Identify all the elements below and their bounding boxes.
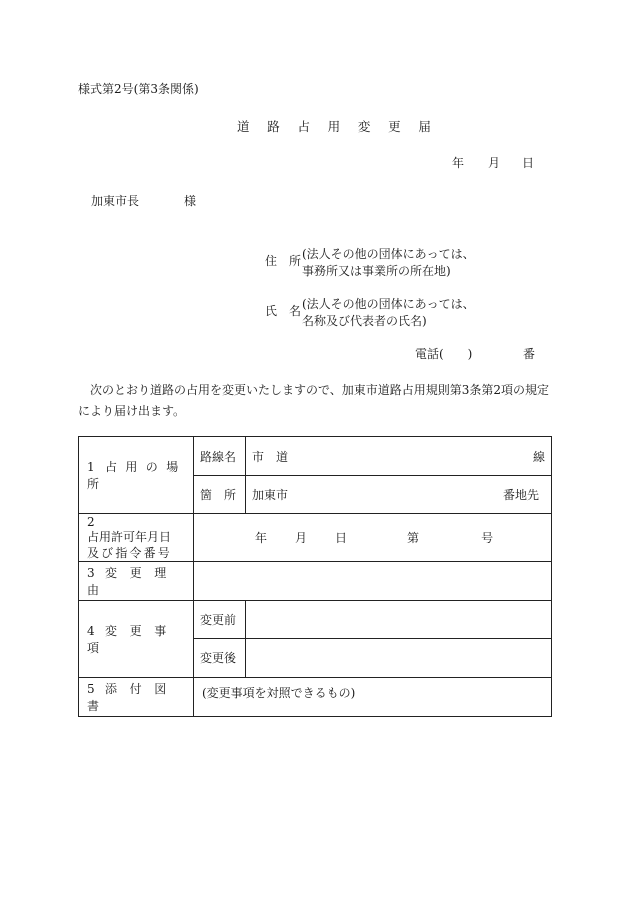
route-name-cell[interactable]: 市 道 線 — [246, 437, 552, 476]
row1-label: 1 占用の場所 — [79, 437, 194, 514]
after-change-cell[interactable] — [246, 638, 552, 677]
location-cell[interactable]: 加東市 番地先 — [246, 476, 552, 514]
page-title: 道 路 占 用 変 更 届 — [237, 119, 438, 134]
table-row — [79, 600, 552, 638]
change-reason-cell[interactable] — [194, 561, 552, 600]
name-label: 氏 名 — [265, 304, 302, 318]
before-change-cell[interactable] — [246, 600, 552, 638]
addressee-suffix: 様 — [184, 194, 197, 208]
route-name-label: 路線名 — [194, 437, 246, 476]
row5-label: 5 添付図書 — [79, 677, 194, 716]
body-text: 次のとおり道路の占用を変更いたしますので、加東市道路占用規則第3条第2項の規定により届け出ます。 — [78, 383, 550, 418]
addressee-name: 加東市長 — [91, 194, 140, 208]
address-note: (法人その他の団体にあっては、事務所又は事業所の所在地) — [302, 247, 475, 279]
after-change-label: 変更後 — [194, 638, 246, 677]
before-change-label: 変更前 — [194, 600, 246, 638]
attachments-note: (変更事項を対照できるもの) — [202, 685, 356, 700]
table-row — [79, 677, 552, 716]
table-row — [79, 437, 552, 476]
phone-suffix: 番 — [523, 347, 536, 361]
change-form-table — [78, 436, 552, 717]
date-day: 日 — [522, 156, 535, 170]
date-year: 年 — [452, 156, 465, 170]
attachments-cell[interactable] — [194, 677, 552, 716]
name-note: (法人その他の団体にあっては、名称及び代表者の氏名) — [302, 297, 475, 329]
phone-label: 電話( ) — [415, 347, 473, 361]
row3-label: 3 変更理由 — [79, 561, 194, 600]
address-label: 住 所 — [265, 254, 302, 268]
form-number: 様式第2号(第3条関係) — [78, 82, 199, 96]
date-month: 月 — [488, 156, 501, 170]
location-label: 箇 所 — [194, 476, 246, 514]
table-row — [79, 514, 552, 562]
permit-date-number-cell[interactable]: 年 月 日 第 号 — [194, 514, 552, 562]
row2-label: 2 占用許可年月日 及び指令番号 — [79, 514, 194, 562]
row4-label: 4 変更事項 — [79, 600, 194, 677]
table-row — [79, 561, 552, 600]
